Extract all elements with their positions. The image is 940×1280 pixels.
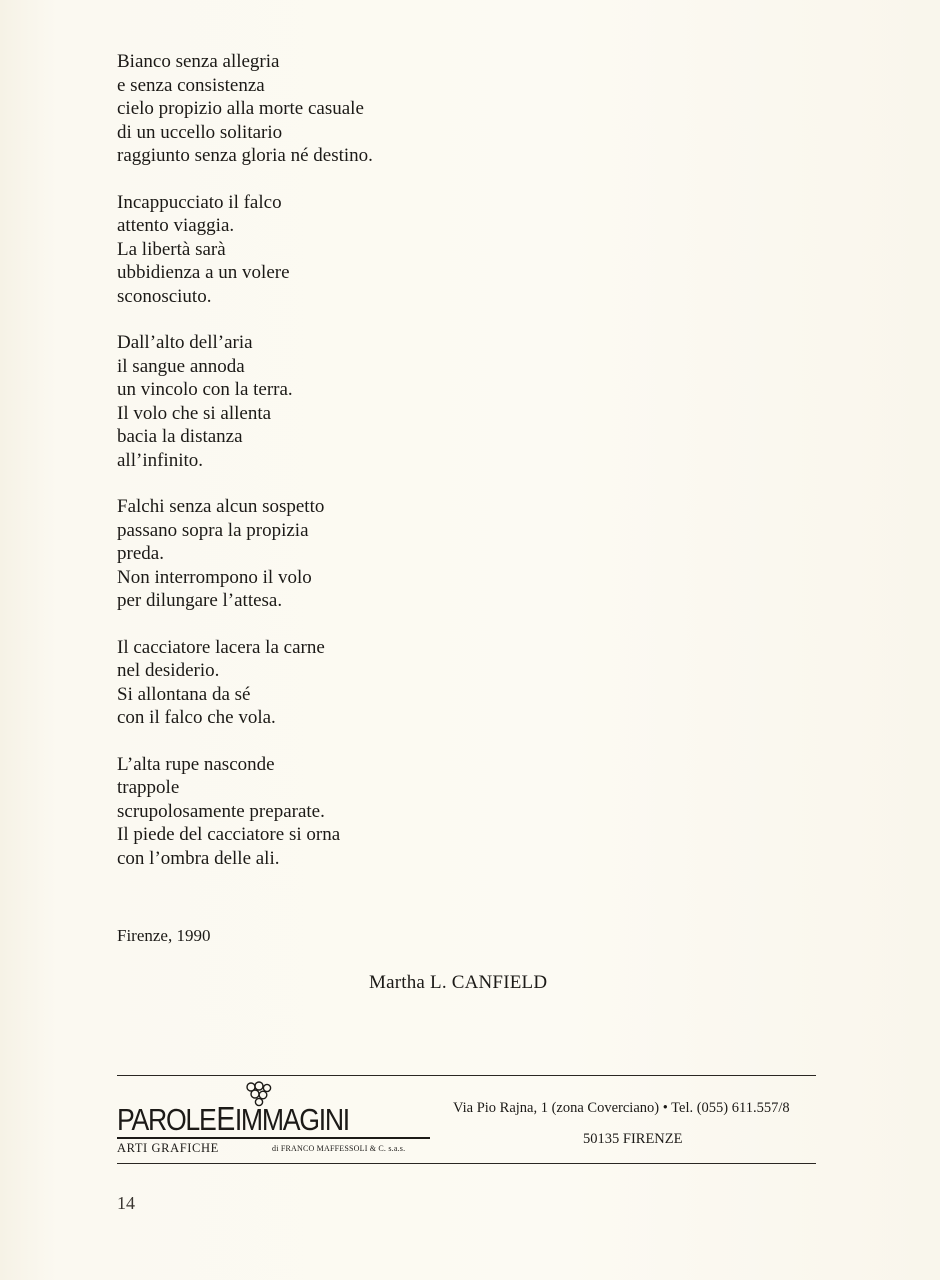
poem-line: trappole bbox=[117, 777, 180, 798]
stanza-1 bbox=[117, 50, 637, 168]
poem-line: preda. bbox=[117, 543, 164, 564]
poem-line: Non interrompono il volo bbox=[117, 566, 312, 588]
printer-logo bbox=[117, 1084, 437, 1156]
poem-line: e senza consistenza bbox=[117, 74, 265, 96]
poem-line: passano sopra la propizia bbox=[117, 519, 309, 541]
logo-mid: E bbox=[216, 1100, 234, 1137]
poem-line: bacia la distanza bbox=[117, 426, 243, 447]
poem-line: Bianco senza allegria bbox=[117, 51, 280, 72]
poem-line: all’infinito. bbox=[117, 449, 204, 471]
poem-line: Falchi senza alcun sospetto bbox=[117, 496, 325, 517]
poem-line: il sangue annoda bbox=[117, 355, 245, 377]
logo-owner: di FRANCO MAFFESSOLI & C. s.a.s. bbox=[272, 1144, 406, 1153]
poem-line: Si allontana da sé bbox=[117, 683, 251, 705]
poem-line: L’alta rupe nasconde bbox=[117, 753, 275, 775]
poem-line: Il piede del cacciatore si orna bbox=[117, 824, 341, 845]
poem-line: di un uccello solitario bbox=[117, 121, 283, 143]
poem-line: La libertà sarà bbox=[117, 238, 226, 260]
poem-line: per dilungare l’attesa. bbox=[117, 590, 283, 611]
poem-line: attento viaggia. bbox=[117, 215, 235, 236]
logo-subtitle: ARTI GRAFICHE bbox=[117, 1141, 219, 1155]
author-name: Martha L. CANFIELD bbox=[369, 972, 548, 993]
page-number: 14 bbox=[117, 1193, 135, 1213]
stanza-6 bbox=[117, 753, 637, 871]
place-date: Firenze, 1990 bbox=[117, 926, 211, 945]
poem-line: scrupolosamente preparate. bbox=[117, 800, 325, 822]
stanza-5 bbox=[117, 636, 637, 730]
logo-right: IMMAGINI bbox=[234, 1102, 349, 1137]
poem-line: Incappucciato il falco bbox=[117, 191, 282, 213]
poem-line: con l’ombra delle ali. bbox=[117, 847, 280, 869]
poem-line: ubbidienza a un volere bbox=[117, 262, 290, 283]
logo-left: PAROLE bbox=[117, 1102, 216, 1137]
stanza-4 bbox=[117, 495, 637, 613]
poem-line: raggiunto senza gloria né destino. bbox=[117, 145, 373, 166]
imprint-top-rule bbox=[117, 1075, 816, 1076]
poem-line: cielo propizio alla morte casuale bbox=[117, 98, 364, 119]
poem-line: con il falco che vola. bbox=[117, 707, 276, 728]
imprint-bottom-rule bbox=[117, 1163, 816, 1164]
poem-line: Il volo che si allenta bbox=[117, 402, 272, 424]
poem-line: un vincolo con la terra. bbox=[117, 379, 293, 400]
poem bbox=[117, 50, 637, 893]
poem-line: sconosciuto. bbox=[117, 285, 212, 307]
printer-address: Via Pio Rajna, 1 (zona Coverciano) • Tel. (055) 611.557/8 bbox=[453, 1100, 790, 1116]
poem-line: Il cacciatore lacera la carne bbox=[117, 636, 325, 658]
poem-line: nel desiderio. bbox=[117, 660, 220, 681]
printer-city: 50135 FIRENZE bbox=[583, 1131, 683, 1147]
poem-line: Dall’alto dell’aria bbox=[117, 332, 253, 353]
logo-wordmark bbox=[117, 1100, 349, 1138]
stanza-3 bbox=[117, 331, 637, 472]
logo-underline bbox=[117, 1137, 430, 1139]
stanza-2 bbox=[117, 191, 637, 309]
